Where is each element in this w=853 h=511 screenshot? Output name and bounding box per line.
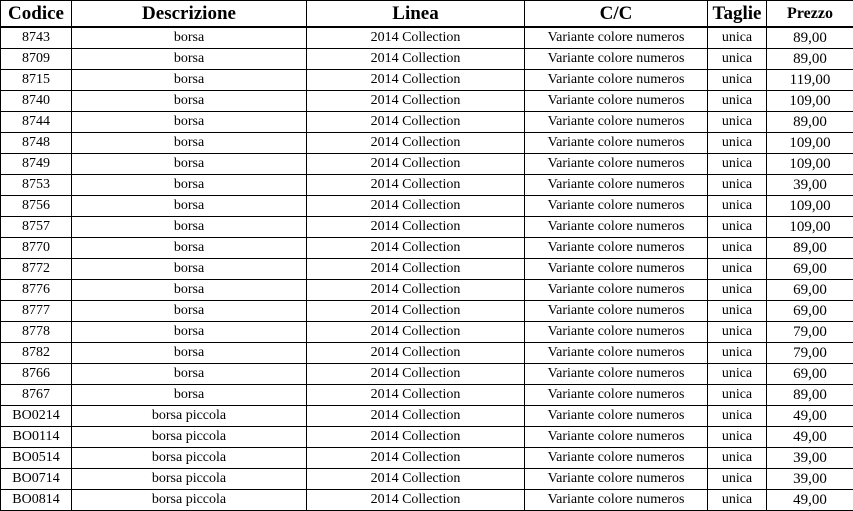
- cell-codice: 8766: [1, 364, 72, 385]
- cell-descrizione: borsa: [72, 301, 307, 322]
- cell-linea: 2014 Collection: [307, 322, 525, 343]
- table-row: [1, 49, 853, 70]
- cell-descrizione: borsa: [72, 238, 307, 259]
- cell-descrizione: borsa piccola: [72, 406, 307, 427]
- cell-descrizione: borsa: [72, 154, 307, 175]
- cell-codice: 8756: [1, 196, 72, 217]
- cell-descrizione: borsa: [72, 322, 307, 343]
- cell-descrizione: borsa: [72, 49, 307, 70]
- cell-linea: 2014 Collection: [307, 196, 525, 217]
- cell-cc: Variante colore numeros: [525, 259, 708, 280]
- cell-linea: 2014 Collection: [307, 364, 525, 385]
- cell-taglie: unica: [708, 322, 767, 343]
- cell-linea: 2014 Collection: [307, 280, 525, 301]
- cell-cc: Variante colore numeros: [525, 280, 708, 301]
- cell-linea: 2014 Collection: [307, 490, 525, 511]
- table-row: [1, 406, 853, 427]
- cell-codice: 8709: [1, 49, 72, 70]
- cell-cc: Variante colore numeros: [525, 27, 708, 49]
- cell-cc: Variante colore numeros: [525, 70, 708, 91]
- cell-descrizione: borsa: [72, 133, 307, 154]
- table-row: [1, 322, 853, 343]
- cell-cc: Variante colore numeros: [525, 469, 708, 490]
- cell-taglie: unica: [708, 364, 767, 385]
- table-row: [1, 259, 853, 280]
- cell-taglie: unica: [708, 49, 767, 70]
- header-row: [1, 1, 853, 28]
- cell-taglie: unica: [708, 385, 767, 406]
- cell-prezzo: 89,00: [767, 238, 853, 259]
- cell-codice: 8749: [1, 154, 72, 175]
- table-row: [1, 133, 853, 154]
- cell-taglie: unica: [708, 427, 767, 448]
- cell-taglie: unica: [708, 301, 767, 322]
- header-codice: Codice: [1, 1, 72, 28]
- cell-prezzo: 49,00: [767, 406, 853, 427]
- cell-taglie: unica: [708, 133, 767, 154]
- cell-linea: 2014 Collection: [307, 427, 525, 448]
- cell-descrizione: borsa: [72, 343, 307, 364]
- cell-cc: Variante colore numeros: [525, 448, 708, 469]
- cell-descrizione: borsa: [72, 70, 307, 91]
- header-cc: C/C: [525, 1, 708, 28]
- cell-descrizione: borsa: [72, 91, 307, 112]
- cell-cc: Variante colore numeros: [525, 301, 708, 322]
- cell-linea: 2014 Collection: [307, 27, 525, 49]
- cell-prezzo: 109,00: [767, 154, 853, 175]
- cell-linea: 2014 Collection: [307, 133, 525, 154]
- cell-codice: BO0214: [1, 406, 72, 427]
- cell-prezzo: 69,00: [767, 259, 853, 280]
- cell-taglie: unica: [708, 154, 767, 175]
- cell-prezzo: 39,00: [767, 175, 853, 196]
- cell-prezzo: 69,00: [767, 301, 853, 322]
- cell-prezzo: 39,00: [767, 469, 853, 490]
- cell-codice: BO0714: [1, 469, 72, 490]
- cell-taglie: unica: [708, 406, 767, 427]
- cell-prezzo: 119,00: [767, 70, 853, 91]
- cell-taglie: unica: [708, 217, 767, 238]
- table-row: [1, 91, 853, 112]
- cell-codice: 8782: [1, 343, 72, 364]
- table-row: [1, 217, 853, 238]
- cell-taglie: unica: [708, 490, 767, 511]
- cell-descrizione: borsa piccola: [72, 490, 307, 511]
- header-prezzo: Prezzo: [767, 1, 853, 28]
- cell-taglie: unica: [708, 259, 767, 280]
- cell-codice: 8767: [1, 385, 72, 406]
- cell-linea: 2014 Collection: [307, 91, 525, 112]
- cell-taglie: unica: [708, 70, 767, 91]
- cell-codice: 8778: [1, 322, 72, 343]
- cell-codice: 8743: [1, 27, 72, 49]
- cell-linea: 2014 Collection: [307, 175, 525, 196]
- cell-linea: 2014 Collection: [307, 70, 525, 91]
- table-row: [1, 490, 853, 511]
- cell-linea: 2014 Collection: [307, 469, 525, 490]
- table-row: [1, 175, 853, 196]
- cell-prezzo: 89,00: [767, 112, 853, 133]
- cell-taglie: unica: [708, 175, 767, 196]
- cell-descrizione: borsa: [72, 112, 307, 133]
- table-row: [1, 469, 853, 490]
- cell-prezzo: 69,00: [767, 280, 853, 301]
- cell-cc: Variante colore numeros: [525, 343, 708, 364]
- cell-codice: 8777: [1, 301, 72, 322]
- table-row: [1, 385, 853, 406]
- cell-linea: 2014 Collection: [307, 259, 525, 280]
- cell-taglie: unica: [708, 196, 767, 217]
- cell-prezzo: 89,00: [767, 49, 853, 70]
- table-body: [1, 27, 853, 511]
- cell-prezzo: 109,00: [767, 196, 853, 217]
- cell-codice: BO0514: [1, 448, 72, 469]
- table-row: [1, 364, 853, 385]
- cell-cc: Variante colore numeros: [525, 196, 708, 217]
- cell-cc: Variante colore numeros: [525, 238, 708, 259]
- table-row: [1, 70, 853, 91]
- cell-prezzo: 89,00: [767, 385, 853, 406]
- cell-prezzo: 49,00: [767, 490, 853, 511]
- cell-descrizione: borsa piccola: [72, 448, 307, 469]
- cell-descrizione: borsa piccola: [72, 427, 307, 448]
- header-linea: Linea: [307, 1, 525, 28]
- table-row: [1, 238, 853, 259]
- cell-descrizione: borsa: [72, 27, 307, 49]
- cell-cc: Variante colore numeros: [525, 385, 708, 406]
- cell-taglie: unica: [708, 238, 767, 259]
- cell-linea: 2014 Collection: [307, 217, 525, 238]
- cell-prezzo: 49,00: [767, 427, 853, 448]
- cell-taglie: unica: [708, 469, 767, 490]
- cell-taglie: unica: [708, 91, 767, 112]
- cell-cc: Variante colore numeros: [525, 112, 708, 133]
- header-descrizione: Descrizione: [72, 1, 307, 28]
- cell-cc: Variante colore numeros: [525, 217, 708, 238]
- cell-descrizione: borsa: [72, 259, 307, 280]
- cell-cc: Variante colore numeros: [525, 322, 708, 343]
- cell-taglie: unica: [708, 112, 767, 133]
- cell-cc: Variante colore numeros: [525, 91, 708, 112]
- cell-taglie: unica: [708, 448, 767, 469]
- cell-descrizione: borsa: [72, 364, 307, 385]
- table-row: [1, 154, 853, 175]
- cell-descrizione: borsa: [72, 280, 307, 301]
- cell-linea: 2014 Collection: [307, 238, 525, 259]
- cell-cc: Variante colore numeros: [525, 154, 708, 175]
- cell-prezzo: 39,00: [767, 448, 853, 469]
- cell-linea: 2014 Collection: [307, 49, 525, 70]
- cell-cc: Variante colore numeros: [525, 364, 708, 385]
- cell-codice: 8770: [1, 238, 72, 259]
- table-row: [1, 427, 853, 448]
- cell-cc: Variante colore numeros: [525, 427, 708, 448]
- cell-taglie: unica: [708, 280, 767, 301]
- cell-descrizione: borsa: [72, 175, 307, 196]
- cell-cc: Variante colore numeros: [525, 490, 708, 511]
- cell-codice: 8748: [1, 133, 72, 154]
- cell-taglie: unica: [708, 343, 767, 364]
- cell-linea: 2014 Collection: [307, 406, 525, 427]
- cell-prezzo: 79,00: [767, 322, 853, 343]
- cell-descrizione: borsa: [72, 385, 307, 406]
- cell-codice: BO0114: [1, 427, 72, 448]
- header-taglie: Taglie: [708, 1, 767, 28]
- table-row: [1, 280, 853, 301]
- cell-descrizione: borsa: [72, 196, 307, 217]
- cell-codice: 8776: [1, 280, 72, 301]
- cell-prezzo: 89,00: [767, 27, 853, 49]
- cell-cc: Variante colore numeros: [525, 133, 708, 154]
- cell-codice: 8757: [1, 217, 72, 238]
- table-row: [1, 196, 853, 217]
- cell-linea: 2014 Collection: [307, 112, 525, 133]
- cell-linea: 2014 Collection: [307, 301, 525, 322]
- cell-prezzo: 109,00: [767, 91, 853, 112]
- table-row: [1, 301, 853, 322]
- cell-codice: 8753: [1, 175, 72, 196]
- cell-codice: 8740: [1, 91, 72, 112]
- cell-cc: Variante colore numeros: [525, 406, 708, 427]
- cell-codice: 8772: [1, 259, 72, 280]
- cell-prezzo: 69,00: [767, 364, 853, 385]
- cell-prezzo: 109,00: [767, 217, 853, 238]
- cell-linea: 2014 Collection: [307, 343, 525, 364]
- cell-prezzo: 109,00: [767, 133, 853, 154]
- cell-linea: 2014 Collection: [307, 448, 525, 469]
- cell-linea: 2014 Collection: [307, 385, 525, 406]
- cell-descrizione: borsa: [72, 217, 307, 238]
- table-row: [1, 448, 853, 469]
- cell-prezzo: 79,00: [767, 343, 853, 364]
- cell-codice: 8744: [1, 112, 72, 133]
- cell-codice: 8715: [1, 70, 72, 91]
- cell-taglie: unica: [708, 27, 767, 49]
- cell-cc: Variante colore numeros: [525, 49, 708, 70]
- cell-codice: BO0814: [1, 490, 72, 511]
- cell-descrizione: borsa piccola: [72, 469, 307, 490]
- table-row: [1, 343, 853, 364]
- table-row: [1, 112, 853, 133]
- cell-cc: Variante colore numeros: [525, 175, 708, 196]
- table-header: [1, 1, 853, 28]
- cell-linea: 2014 Collection: [307, 154, 525, 175]
- table-row: [1, 27, 853, 49]
